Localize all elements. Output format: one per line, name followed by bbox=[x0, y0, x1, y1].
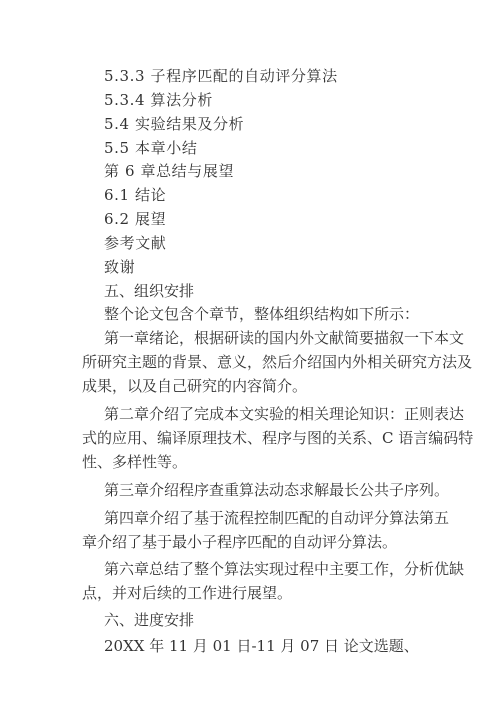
toc-item-6-2: 6.2 展望 bbox=[104, 210, 167, 228]
chapter2-line3: 性、多样性等。 bbox=[82, 453, 188, 471]
section5-intro: 整个论文包含个章节，整体组织结构如下所示： bbox=[104, 305, 420, 323]
toc-item-5-5: 5.5 本章小结 bbox=[104, 139, 198, 157]
chapter4-line1: 第四章介绍了基于流程控制匹配的自动评分算法第五 bbox=[104, 509, 450, 527]
section6-heading: 六、进度安排 bbox=[104, 611, 195, 629]
toc-item-5-4: 5.4 实验结果及分析 bbox=[104, 115, 245, 133]
toc-item-5-3-3: 5.3.3 子程序匹配的自动评分算法 bbox=[104, 67, 338, 85]
chapter6-line2: 点，并对后续的工作进行展望。 bbox=[82, 584, 293, 602]
toc-item-acknowledgements: 致谢 bbox=[104, 258, 136, 276]
chapter3-line1: 第三章介绍程序查重算法动态求解最长公共子序列。 bbox=[104, 481, 450, 499]
section5-heading: 五、组织安排 bbox=[104, 282, 195, 300]
toc-item-6-1: 6.1 结论 bbox=[104, 186, 167, 204]
toc-item-references: 参考文献 bbox=[104, 234, 167, 252]
chapter4-line2: 章介绍了基于最小子程序匹配的自动评分算法。 bbox=[82, 533, 398, 551]
toc-item-5-3-4: 5.3.4 算法分析 bbox=[104, 91, 213, 109]
chapter1-line3: 成果，以及自己研究的内容简介。 bbox=[82, 377, 308, 395]
chapter6-line1: 第六章总结了整个算法实现过程中主要工作，分析优缺 bbox=[104, 560, 465, 578]
chapter1-line2: 所研究主题的背景、意义，然后介绍国内外相关研究方法及 bbox=[82, 353, 473, 371]
toc-item-chapter-6: 第 6 章总结与展望 bbox=[104, 162, 235, 180]
chapter2-line2: 式的应用、编译原理技术、程序与图的关系、C 语言编码特 bbox=[82, 429, 474, 447]
chapter2-line1: 第二章介绍了完成本文实验的相关理论知识：正则表达 bbox=[104, 405, 465, 423]
schedule-line1: 20XX 年 11 月 01 日-11 月 07 日 论文选题、 bbox=[104, 637, 419, 655]
chapter1-line1: 第一章绪论，根据研读的国内外文献简要描叙一下本文 bbox=[104, 329, 465, 347]
